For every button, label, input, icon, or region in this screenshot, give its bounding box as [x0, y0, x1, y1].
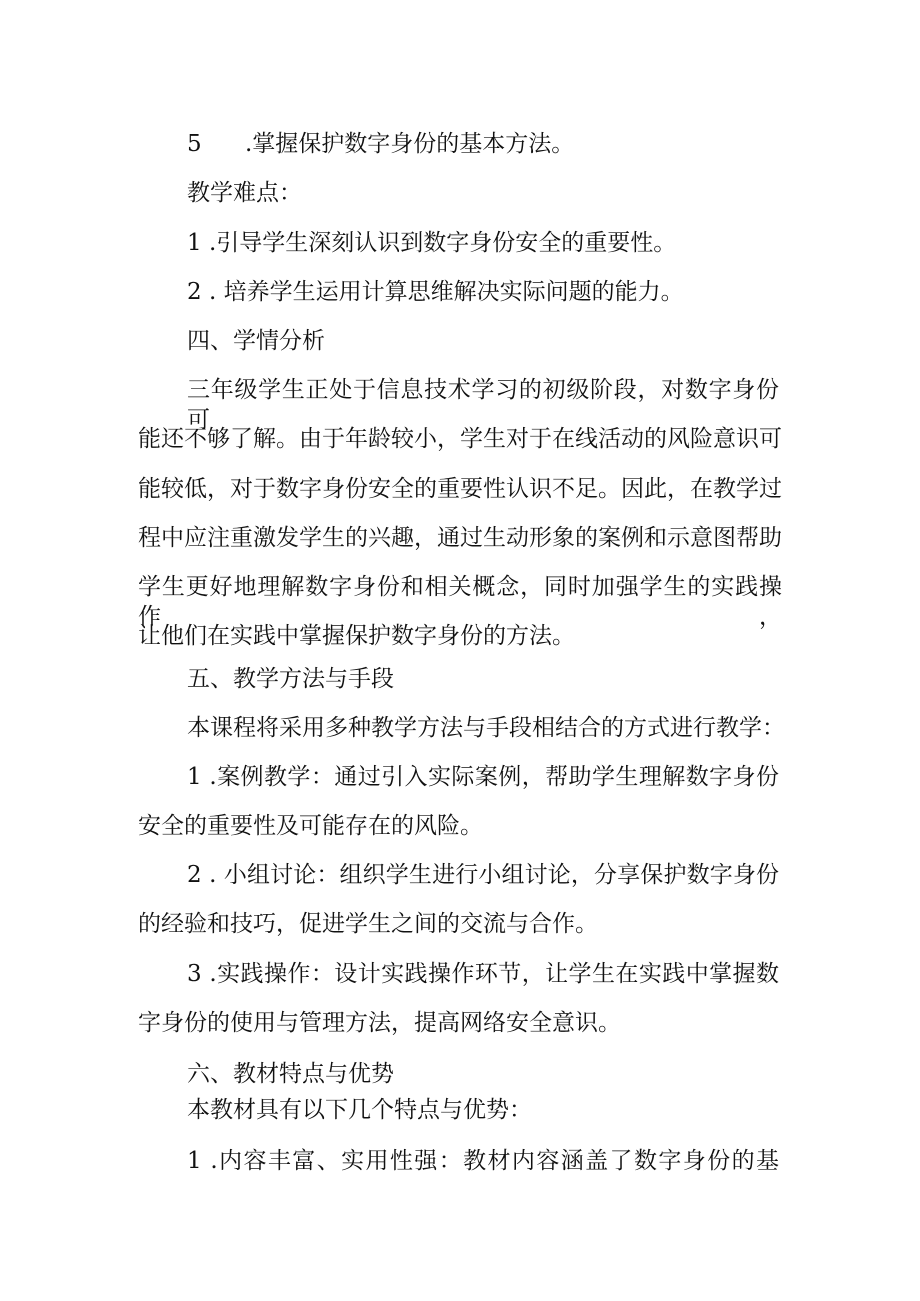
paragraph-line: 本教材具有以下几个特点与优势：	[187, 1097, 532, 1123]
objective-number: 5	[187, 131, 202, 157]
difficulty-item-2: 2 . 培养学生运用计算思维解决实际问题的能力。	[187, 279, 684, 305]
paragraph-line: 让他们在实践中掌握保护数字身份的方法。	[138, 623, 575, 649]
section-label-teaching-difficulties: 教学难点：	[187, 180, 302, 206]
paragraph-line: 三年级学生正处于信息技术学习的初级阶段，对数字身份可	[187, 377, 779, 433]
feature-item-1: 1 .内容丰富、实用性强：教材内容涵盖了数字身份的基	[187, 1148, 779, 1174]
objective-item-5	[187, 129, 574, 159]
method-item-3-continued: 字身份的使用与管理方法，提高网络安全意识。	[138, 1010, 621, 1036]
section-heading-student-analysis: 四、学情分析	[187, 328, 325, 354]
method-item-1-continued: 安全的重要性及可能存在的风险。	[138, 813, 483, 839]
paragraph-line: 能较低，对于数字身份安全的重要性认识不足。因此，在教学过	[138, 476, 782, 502]
method-item-2: 2 . 小组讨论：组织学生进行小组讨论，分享保护数字身份	[187, 862, 779, 888]
objective-text: .掌握保护数字身份的基本方法。	[245, 131, 575, 157]
method-item-3: 3 .实践操作：设计实践操作环节，让学生在实践中掌握数	[187, 961, 779, 987]
method-item-1: 1 .案例教学：通过引入实际案例，帮助学生理解数字身份	[187, 764, 779, 790]
paragraph-line: 学生更好地理解数字身份和相关概念，同时加强学生的实践操作，	[138, 574, 782, 630]
section-heading-textbook-features: 六、教材特点与优势	[187, 1061, 394, 1087]
section-heading-teaching-methods: 五、教学方法与手段	[187, 666, 394, 692]
paragraph-line: 能还不够了解。由于年龄较小，学生对于在线活动的风险意识可	[138, 426, 782, 452]
difficulty-item-1: 1 .引导学生深刻认识到数字身份安全的重要性。	[187, 230, 677, 256]
paragraph-line: 程中应注重激发学生的兴趣，通过生动形象的案例和示意图帮助	[138, 525, 782, 551]
paragraph-line: 本课程将采用多种教学方法与手段相结合的方式进行教学：	[187, 715, 785, 741]
method-item-2-continued: 的经验和技巧，促进学生之间的交流与合作。	[138, 911, 598, 937]
